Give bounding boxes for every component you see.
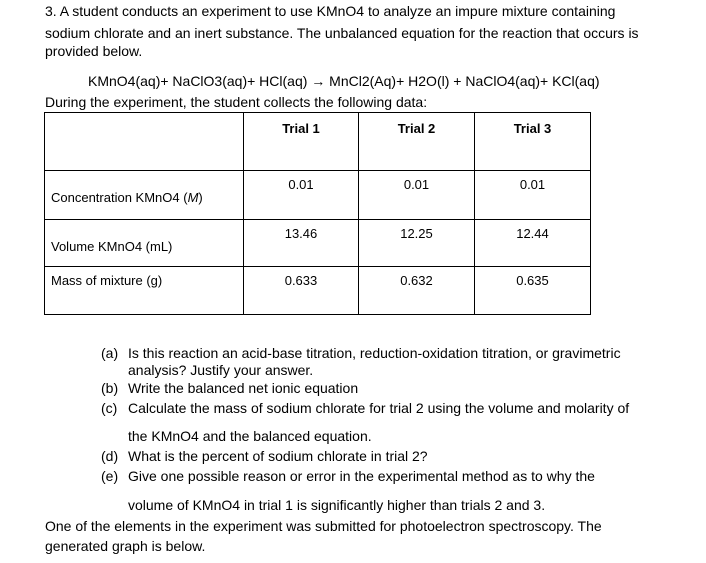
question-c-line-1: Calculate the mass of sodium chlorate for trial 2 using the volume and molarity of	[128, 400, 630, 416]
question-c-label: (c)	[101, 400, 118, 416]
table-cell: 0.635	[475, 267, 591, 315]
row-label-mass: Mass of mixture (g)	[45, 267, 244, 315]
table-cell: 0.633	[244, 267, 359, 315]
question-e-line-1: Give one possible reason or error in the experimental method as to why the	[128, 468, 595, 484]
concentration-label: Concentration KMnO4 (M)	[51, 190, 203, 205]
table-cell: 0.01	[359, 171, 475, 220]
header-cell-trial-3: Trial 3	[475, 113, 591, 171]
data-intro-text: During the experiment, the student collects the following data:	[45, 94, 428, 110]
question-d-label: (d)	[101, 448, 119, 464]
table-row	[45, 267, 591, 315]
intro-line-2: sodium chlorate and an inert substance. The unbalanced equation for the reaction that occurs is	[45, 25, 639, 41]
question-d-line-1: What is the percent of sodium chlorate in trial 2?	[128, 448, 428, 464]
question-e-line-2: volume of KMnO4 in trial 1 is significantly higher than trials 2 and 3.	[128, 497, 546, 513]
row-label-concentration	[45, 171, 244, 220]
data-table	[44, 112, 591, 315]
table-row	[45, 220, 591, 267]
row-label-volume: Volume KMnO4 (mL)	[45, 220, 244, 267]
question-c-line-2: the KMnO4 and the balanced equation.	[128, 428, 372, 444]
intro-line-3: provided below.	[45, 43, 143, 59]
table-cell: 12.44	[475, 220, 591, 267]
question-b-label: (b)	[101, 380, 119, 396]
table-cell: 0.632	[359, 267, 475, 315]
header-cell-blank	[45, 113, 244, 171]
outro-line-1: One of the elements in the experiment was submitted for photoelectron spectroscopy. The	[45, 518, 602, 534]
question-e-label: (e)	[101, 468, 119, 484]
question-a-line-1: Is this reaction an acid-base titration, reduction-oxidation titration, or gravimetric	[128, 345, 621, 361]
table-cell: 0.01	[244, 171, 359, 220]
header-cell-trial-2: Trial 2	[359, 113, 475, 171]
table-cell: 13.46	[244, 220, 359, 267]
table-row	[45, 171, 591, 220]
question-a-label: (a)	[101, 345, 119, 361]
question-a-line-2: analysis? Justify your answer.	[128, 362, 314, 378]
question-b-line-1: Write the balanced net ionic equation	[128, 380, 359, 396]
intro-line-1: 3. A student conducts an experiment to use KMnO4 to analyze an impure mixture containing	[45, 3, 616, 19]
table-cell: 12.25	[359, 220, 475, 267]
header-cell-trial-1: Trial 1	[244, 113, 359, 171]
table-cell: 0.01	[475, 171, 591, 220]
reaction-equation: KMnO4(aq)+ NaClO3(aq)+ HCl(aq) → MnCl2(Aq)+ H2O(l) + NaClO4(aq)+ KCl(aq)	[88, 73, 600, 89]
outro-line-2: generated graph is below.	[45, 538, 206, 554]
table-header-row	[45, 113, 591, 171]
